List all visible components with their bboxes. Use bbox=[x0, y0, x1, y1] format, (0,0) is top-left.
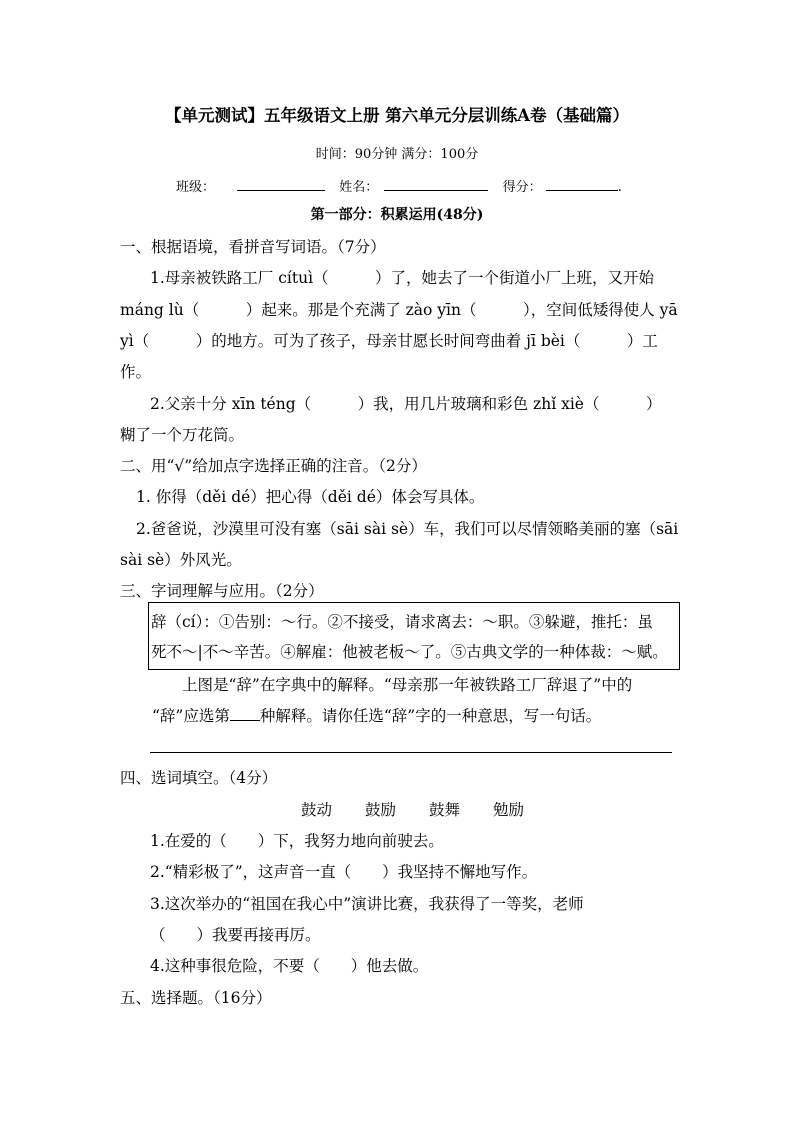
q3-answer-blank[interactable] bbox=[230, 706, 260, 721]
dictionary-line-2: 死不～|不～辛苦。④解雇：他被老板～了。⑤古典文学的一种体裁：～赋。 bbox=[151, 643, 668, 661]
q4-line-2: 2.“精彩极了”，这声音一直（ ）我坚持不懈地写作。 bbox=[150, 863, 538, 881]
q4-word-2: 鼓励 bbox=[365, 801, 397, 819]
name-label: 姓名： bbox=[339, 180, 379, 195]
q4-heading: 四、选词填空。（4分） bbox=[120, 769, 278, 787]
q1-line-3: yì（ ）的地方。可为了孩子，母亲甘愿长时间弯曲着 jī bèi（ ）工 bbox=[120, 332, 658, 350]
q4-word-1: 鼓动 bbox=[301, 801, 333, 819]
q4-line-1: 1.在爱的（ ）下，我努力地向前驶去。 bbox=[150, 832, 444, 850]
q2-line-3: sài sè）外风光。 bbox=[120, 551, 242, 569]
q2-line-2: 2.爸爸说，沙漠里可没有塞（sāi sài sè）车，我们可以尽情领略美丽的塞（sāi bbox=[136, 520, 679, 538]
q3-heading: 三、字词理解与应用。（2分） bbox=[120, 582, 324, 600]
q4-line-4: （ ）我要再接再厉。 bbox=[150, 926, 321, 944]
q5-heading: 五、选择题。（16分） bbox=[120, 989, 272, 1007]
info-end: . bbox=[617, 180, 622, 195]
exam-meta: 时间：90分钟 满分：100分 bbox=[315, 147, 479, 162]
score-blank[interactable] bbox=[546, 176, 618, 191]
q4-line-5: 4.这种事很危险，不要（ ）他去做。 bbox=[150, 957, 429, 975]
page-title: 【单元测试】五年级语文上册 第六单元分层训练A卷（基础篇） bbox=[164, 106, 630, 125]
q3-line-1: 上图是“辞”在字典中的解释。“母亲那一年被铁路工厂辞退了”中的 bbox=[182, 676, 633, 694]
name-blank[interactable] bbox=[384, 176, 488, 191]
q4-word-3: 鼓舞 bbox=[429, 801, 461, 819]
score-label: 得分： bbox=[502, 180, 542, 195]
sentence-answer-line[interactable] bbox=[150, 752, 672, 753]
dictionary-line-1: 辞（cí）：①告别：～行。②不接受，请求离去：～职。③躲避，推托：虽 bbox=[151, 613, 653, 631]
q4-line-3: 3.这次举办的“祖国在我心中”演讲比赛，我获得了一等奖，老师 bbox=[150, 895, 584, 913]
q1-line-4: 作。 bbox=[120, 363, 152, 381]
q1-line-1: 1.母亲被铁路工厂 cítuì（ ）了，她去了一个街道小厂上班，又开始 bbox=[150, 269, 655, 287]
q1-line-5: 2.父亲十分 xīn téng（ ）我，用几片玻璃和彩色 zhǐ xiè（ ） bbox=[150, 395, 662, 413]
q3-line-2-start: “辞”应选第 bbox=[152, 707, 230, 725]
q1-line-2: máng lù（ ）起来。那是个充满了 zào yīn（ ），空间低矮得使人 yā bbox=[120, 301, 678, 319]
dictionary-entry-box bbox=[148, 602, 680, 670]
q2-line-1: 1. 你得（děi dé）把心得（děi dé）体会写具体。 bbox=[136, 488, 485, 506]
info-row bbox=[176, 176, 622, 198]
q4-word-4: 勉励 bbox=[493, 801, 525, 819]
q1-line-6: 糊了一个万花筒。 bbox=[120, 426, 245, 444]
class-blank[interactable] bbox=[237, 176, 325, 191]
class-label: 班级： bbox=[176, 180, 216, 195]
q1-heading: 一、根据语境，看拼音写词语。（7分） bbox=[120, 238, 386, 256]
q2-heading: 二、用“√”给加点字选择正确的注音。（2分） bbox=[120, 457, 427, 475]
part1-heading: 第一部分：积累运用(48分) bbox=[310, 207, 484, 223]
q3-line-2 bbox=[152, 706, 601, 726]
q3-line-2-end: 种解释。请你任选“辞”字的一种意思，写一句话。 bbox=[259, 707, 602, 725]
